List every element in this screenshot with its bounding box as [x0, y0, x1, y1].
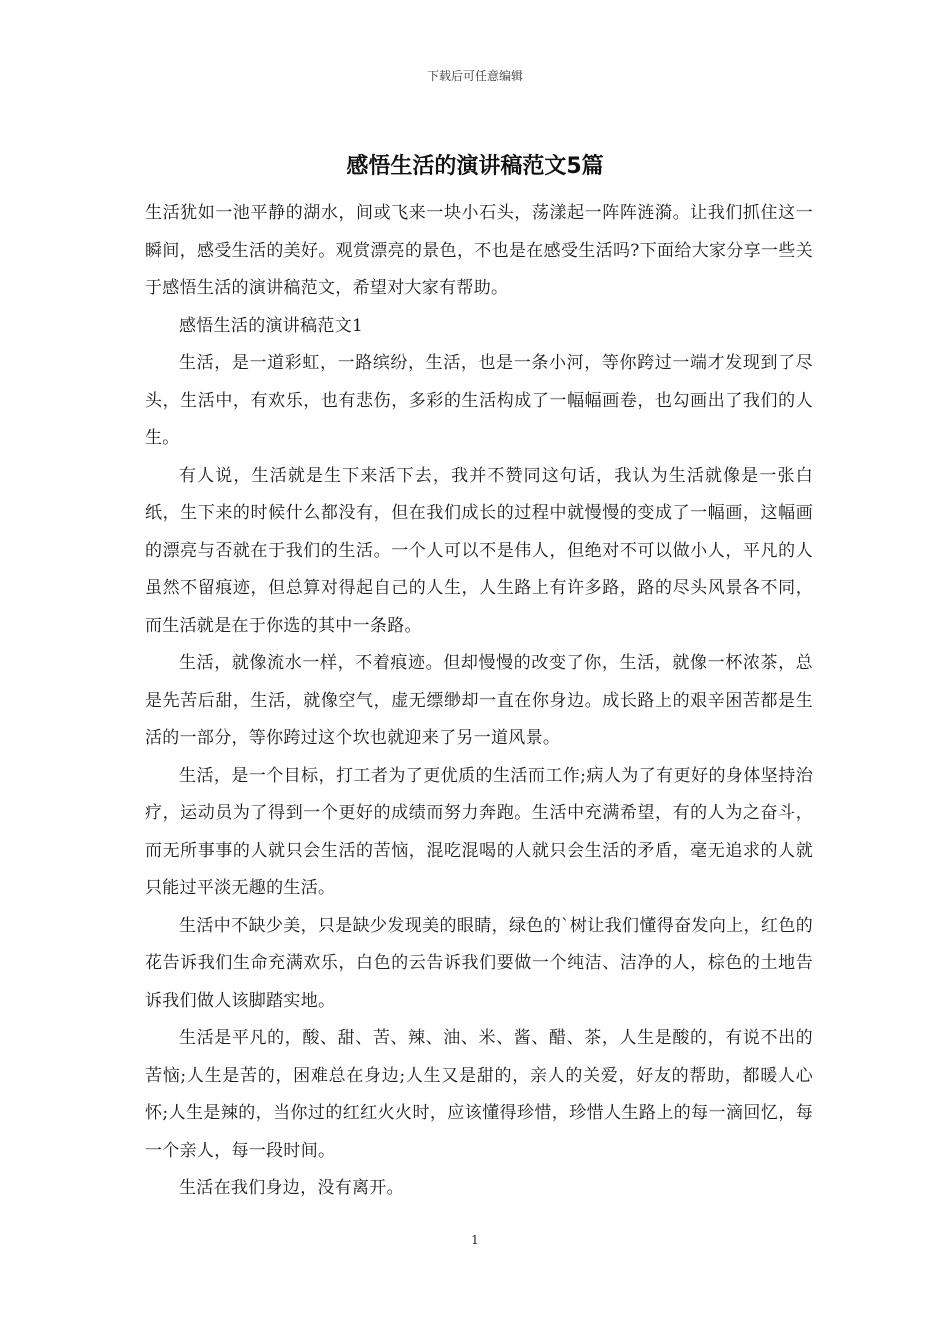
body-paragraph: 生活，是一道彩虹，一路缤纷，生活，也是一条小河，等你跨过一端才发现到了尽头，生活中，有欢乐，也有悲伤，多彩的生活构成了一幅幅画卷，也勾画出了我们的人生。: [145, 353, 813, 448]
intro-paragraph: 生活犹如一池平静的湖水，间或飞来一块小石头，荡漾起一阵阵涟漪。让我们抓住这一瞬间，感受生活的美好。观赏漂亮的景色，不也是在感受生活吗?下面给大家分享一些关于感悟生活的演讲稿范文，希望对大家有帮助。: [145, 203, 813, 298]
body-paragraph: 生活，就像流水一样，不着痕迹。但却慢慢的改变了你，生活，就像一杯浓茶，总是先苦后甜，生活，就像空气，虚无缥缈却一直在你身边。成长路上的艰辛困苦都是生活的一部分，等你跨过这个坎也就迎来了另一道风景。: [145, 653, 813, 748]
document-body: [145, 195, 813, 1208]
body-paragraph: 有人说，生活就是生下来活下去，我并不赞同这句话，我认为生活就像是一张白纸，生下来的时候什么都没有，但在我们成长的过程中就慢慢的变成了一幅画，这幅画的漂亮与否就在于我们的生活。一个人可以不是伟人，但绝对不可以做小人，平凡的人虽然不留痕迹，但总算对得起自己的人生，人生路上有许多路，路的尽头风景各不同，而生活就是在于你选的其中一条路。: [145, 465, 813, 636]
body-paragraph: 生活，是一个目标，打工者为了更优质的生活而工作;病人为了有更好的身体坚持治疗，运动员为了得到一个更好的成绩而努力奔跑。生活中充满希望，有的人为之奋斗，而无所事事的人就只会生活的苦恼，混吃混喝的人就只会生活的矛盾，毫无追求的人就只能过平淡无趣的生活。: [145, 765, 813, 898]
header-note: 下载后可任意编辑: [426, 69, 523, 83]
page-number: 1: [471, 1233, 479, 1247]
document-title: 感悟生活的演讲稿范文5篇: [346, 154, 604, 179]
section-heading: 感悟生活的演讲稿范文1: [179, 315, 364, 336]
body-paragraph: 生活是平凡的，酸、甜、苦、辣、油、米、酱、醋、茶，人生是酸的，有说不出的苦恼;人生是苦的，困难总在身边;人生又是甜的，亲人的关爱，好友的帮助，都暖人心怀;人生是辣的，当你过的红红火火时，应该懂得珍惜，珍惜人生路上的每一滴回忆，每一个亲人，每一段时间。: [145, 1028, 813, 1161]
body-paragraph: 生活中不缺少美，只是缺少发现美的眼睛，绿色的`树让我们懂得奋发向上，红色的花告诉我们生命充满欢乐，白色的云告诉我们要做一个纯洁、洁净的人，棕色的土地告诉我们做人该脚踏实地。: [145, 915, 813, 1011]
body-paragraph: 生活在我们身边，没有离开。: [179, 1178, 404, 1198]
